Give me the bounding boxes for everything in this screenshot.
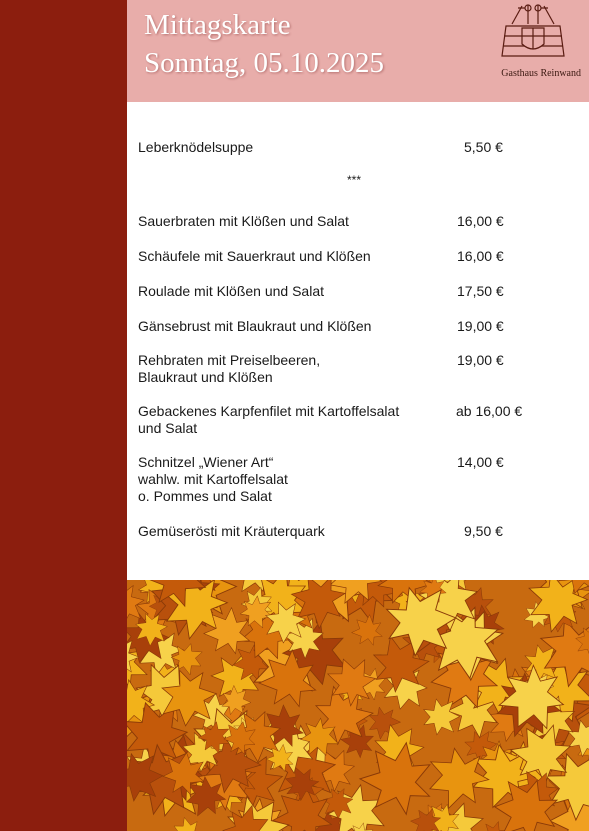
dish-name: Leberknödelsuppe bbox=[138, 139, 254, 155]
dish-name: Schäufele mit Sauerkraut und Klößen bbox=[138, 248, 371, 264]
dish-name: Gänsebrust mit Blaukraut und Klößen bbox=[138, 318, 372, 334]
menu-separator: *** bbox=[346, 173, 361, 187]
dish-name-line-2: Blaukraut und Klößen bbox=[138, 369, 273, 385]
dish-price: 16,00 € bbox=[457, 248, 504, 264]
menu-item-soup bbox=[138, 139, 558, 156]
dish-price: 5,50 € bbox=[464, 139, 503, 155]
dish-price: 14,00 € bbox=[457, 454, 504, 470]
dish-price: 17,50 € bbox=[457, 283, 504, 299]
page-title bbox=[144, 6, 384, 82]
dish-price: 9,50 € bbox=[464, 523, 503, 539]
dish-name: Sauerbraten mit Klößen und Salat bbox=[138, 213, 349, 229]
dish-price: 19,00 € bbox=[457, 352, 504, 368]
title-line-2: Sonntag, 05.10.2025 bbox=[144, 47, 385, 79]
menu-item bbox=[138, 213, 558, 230]
side-bar bbox=[0, 0, 127, 831]
menu-item bbox=[138, 352, 558, 386]
autumn-leaves-image bbox=[127, 580, 589, 831]
dish-name: Roulade mit Klößen und Salat bbox=[138, 283, 324, 299]
restaurant-name: Gasthaus Reinwand bbox=[501, 68, 581, 79]
menu-item bbox=[138, 283, 558, 300]
menu-list bbox=[138, 139, 558, 540]
dish-name-line-2: und Salat bbox=[138, 420, 198, 436]
dish-name-line-3: o. Pommes und Salat bbox=[138, 488, 272, 504]
dish-price: ab 16,00 € bbox=[456, 403, 523, 419]
menu-item bbox=[138, 403, 558, 437]
menu-item bbox=[138, 248, 558, 265]
tavern-crest-icon bbox=[498, 2, 568, 58]
dish-name-line-1: Schnitzel „Wiener Art“ bbox=[138, 454, 274, 470]
dish-price: 19,00 € bbox=[457, 318, 504, 334]
header-banner bbox=[127, 0, 589, 102]
dish-name-line-1: Rehbraten mit Preiselbeeren, bbox=[138, 352, 321, 368]
menu-item bbox=[138, 523, 558, 540]
menu-item bbox=[138, 454, 558, 505]
dish-name-line-2: wahlw. mit Kartoffelsalat bbox=[138, 471, 288, 487]
dish-price: 16,00 € bbox=[457, 213, 504, 229]
dish-name: Gemüserösti mit Kräuterquark bbox=[138, 523, 325, 539]
menu-item bbox=[138, 318, 558, 335]
autumn-leaves-icon bbox=[127, 580, 589, 831]
title-line-1: Mittagskarte bbox=[144, 9, 291, 41]
dish-name-line-1: Gebackenes Karpfenfilet mit Kartoffelsalat bbox=[138, 403, 400, 419]
